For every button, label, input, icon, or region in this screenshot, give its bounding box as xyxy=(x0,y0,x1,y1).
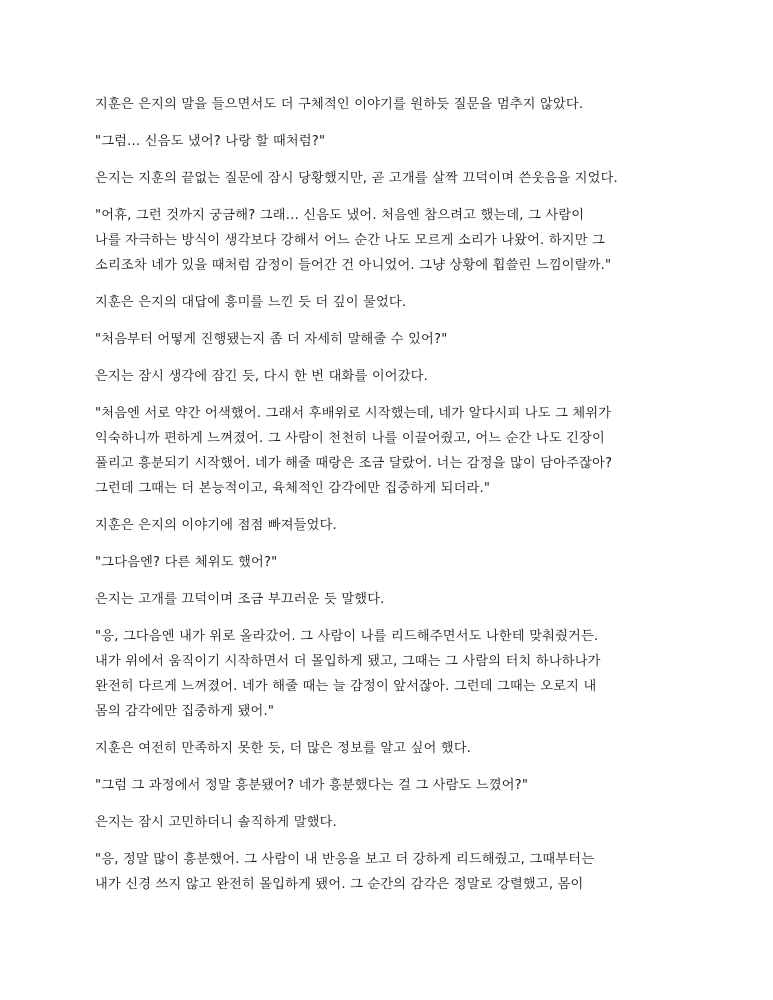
paragraph: "처음부터 어떻게 진행됐는지 좀 더 자세히 말해줄 수 있어?" xyxy=(95,332,448,347)
paragraph: 은지는 잠시 생각에 잠긴 듯, 다시 한 번 대화를 이어갔다. xyxy=(95,369,428,384)
paragraph: "그다음엔? 다른 체위도 했어?" xyxy=(95,555,278,570)
paragraph: "어휴, 그런 것까지 궁금해? 그래... 신음도 냈어. 처음엔 참으려고 했는데, 그 사람이 나를 자극하는 방식이 생각보다 강해서 어느 순간 나도 모르게 소리가 나왔어. 하지만 그 소리조차 네가 있을 때처럼 감정이 들어간 건 아니었어. 그냥 상황에 휩쓸린 느낌이랄까." xyxy=(95,208,612,273)
paragraph: 지훈은 은지의 말을 들으면서도 더 구체적인 이야기를 원하듯 질문을 멈추지 않았다. xyxy=(95,97,584,112)
paragraph: 지훈은 여전히 만족하지 못한 듯, 더 많은 정보를 알고 싶어 했다. xyxy=(95,741,472,756)
paragraph: 은지는 지훈의 끝없는 질문에 잠시 당황했지만, 곧 고개를 살짝 끄덕이며 쓴웃음을 지었다. xyxy=(95,171,618,186)
paragraph: 지훈은 은지의 이야기에 점점 빠져들었다. xyxy=(95,518,337,533)
paragraph: "처음엔 서로 약간 어색했어. 그래서 후배위로 시작했는데, 네가 알다시피 나도 그 체위가 익숙하니까 편하게 느껴졌어. 그 사람이 천천히 나를 이끌어줬고, 어느 순간 나도 긴장이 풀리고 흥분되기 시작했어. 네가 해줄 때랑은 조금 달랐어. 너는 감정을 많이 담아주잖아? 그런데 그때는 더 본능적이고, 육체적인 감각에만 집중하게 되더라." xyxy=(95,406,613,496)
document-body xyxy=(95,92,695,909)
paragraph: "응, 정말 많이 흥분했어. 그 사람이 내 반응을 보고 더 강하게 리드해줬고, 그때부터는 내가 신경 쓰지 않고 완전히 몰입하게 됐어. 그 순간의 감각은 정말로 강렬했고, 몸이 xyxy=(95,852,595,892)
paragraph: 은지는 고개를 끄덕이며 조금 부끄러운 듯 말했다. xyxy=(95,592,385,607)
paragraph: "그럼 그 과정에서 정말 흥분됐어? 네가 흥분했다는 걸 그 사람도 느꼈어?" xyxy=(95,778,529,793)
paragraph: 은지는 잠시 고민하더니 솔직하게 말했다. xyxy=(95,815,337,830)
paragraph: 지훈은 은지의 대답에 흥미를 느낀 듯 더 깊이 물었다. xyxy=(95,295,407,310)
paragraph: "그럼... 신음도 냈어? 나랑 할 때처럼?" xyxy=(95,134,326,149)
paragraph: "응, 그다음엔 내가 위로 올라갔어. 그 사람이 나를 리드해주면서도 나한테 맞춰줬거든. 내가 위에서 움직이기 시작하면서 더 몰입하게 됐고, 그때는 그 사람의 터치 하나하나가 완전히 다르게 느껴졌어. 네가 해줄 때는 늘 감정이 앞서잖아. 그런데 그때는 오로지 내 몸의 감각에만 집중하게 됐어." xyxy=(95,629,601,719)
